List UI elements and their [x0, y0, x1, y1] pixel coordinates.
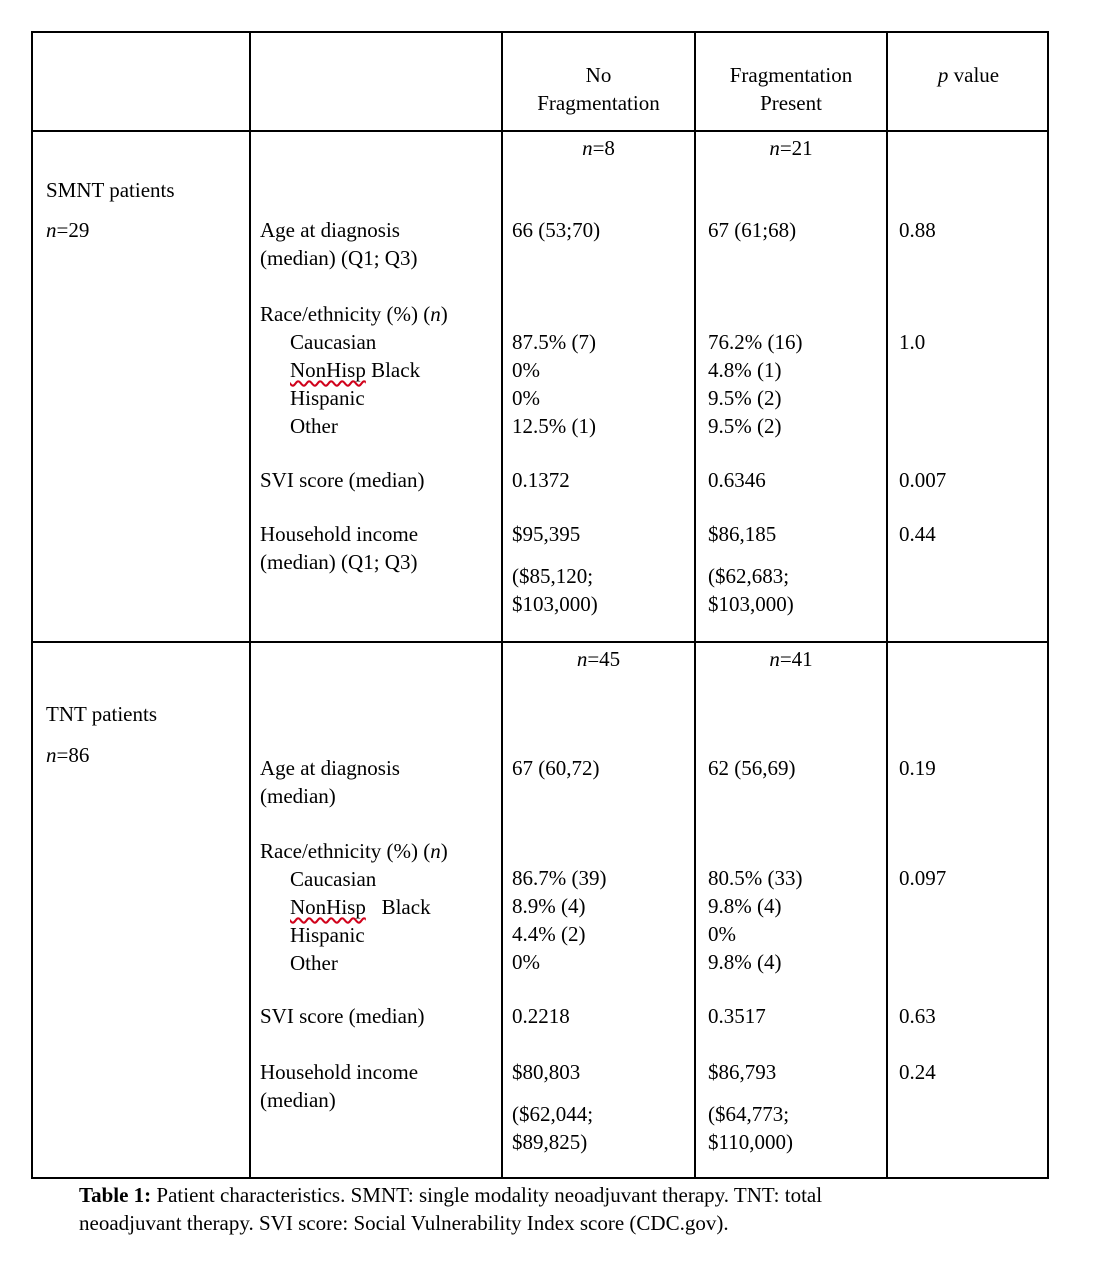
tnt-age-p: 0.19: [899, 756, 936, 780]
smnt-age-frag: 67 (61;68): [708, 218, 797, 242]
tnt-age-no-frag: 67 (60,72): [512, 756, 600, 780]
tnt-race-frag: 80.5% (33) 9.8% (4) 0% 9.8% (4): [708, 866, 803, 974]
tnt-income-p: 0.24: [899, 1060, 936, 1084]
smnt-race-p: 1.0: [899, 330, 926, 354]
smnt-income-p: 0.44: [899, 522, 936, 546]
smnt-race-no-frag: 87.5% (7) 0% 0% 12.5% (1): [512, 330, 596, 438]
row-divider: [33, 641, 1047, 643]
smnt-age-p: 0.88: [899, 218, 936, 242]
patient-characteristics-table: [31, 31, 1049, 1179]
tnt-svi-p: 0.63: [899, 1004, 936, 1028]
column-divider: [694, 33, 696, 1177]
smnt-group-label: SMNT patients: [46, 178, 175, 202]
tnt-n-no-fragmentation: n=45: [576, 647, 621, 671]
tnt-race-p: 0.097: [899, 866, 947, 890]
smnt-n-no-fragmentation: n=8: [582, 136, 615, 160]
smnt-svi-no-frag: 0.1372: [512, 468, 570, 492]
tnt-svi-no-frag: 0.2218: [512, 1004, 570, 1028]
smnt-race-label: Race/ethnicity (%) (n) Caucasian NonHisp Black Hispanic Other: [260, 302, 448, 438]
header-no-fragmentation: No Fragmentation: [537, 63, 660, 115]
column-divider: [501, 33, 503, 1177]
column-divider: [886, 33, 888, 1177]
smnt-svi-frag: 0.6346: [708, 468, 766, 492]
tnt-race-label: Race/ethnicity (%) (n) Caucasian NonHisp Black Hispanic Other: [260, 839, 448, 975]
smnt-n-fragmentation: n=21: [769, 136, 813, 160]
tnt-income-frag: $86,793: [708, 1060, 777, 1084]
row-divider: [33, 130, 1047, 132]
smnt-svi-label: SVI score (median): [260, 468, 425, 492]
tnt-income-no-frag: $80,803: [512, 1060, 581, 1084]
header-p-value: p value: [937, 63, 1000, 87]
tnt-income-no-frag-range: ($62,044; $89,825): [512, 1102, 594, 1154]
smnt-n-total: n=29: [46, 218, 90, 242]
tnt-income-label: Household income (median): [260, 1060, 419, 1112]
header-fragmentation-present: Fragmentation Present: [729, 63, 853, 115]
smnt-income-frag-range: ($62,683; $103,000): [708, 564, 794, 616]
tnt-n-fragmentation: n=41: [769, 647, 813, 671]
tnt-age-frag: 62 (56,69): [708, 756, 796, 780]
smnt-race-frag: 76.2% (16) 4.8% (1) 9.5% (2) 9.5% (2): [708, 330, 803, 438]
smnt-age-label: Age at diagnosis (median) (Q1; Q3): [260, 218, 418, 270]
smnt-income-no-frag-range: ($85,120; $103,000): [512, 564, 598, 616]
tnt-n-total: n=86: [46, 743, 90, 767]
smnt-age-no-frag: 66 (53;70): [512, 218, 601, 242]
tnt-group-label: TNT patients: [46, 702, 158, 726]
tnt-race-no-frag: 86.7% (39) 8.9% (4) 4.4% (2) 0%: [512, 866, 607, 974]
tnt-age-label: Age at diagnosis (median): [260, 756, 400, 808]
smnt-income-no-frag: $95,395: [512, 522, 581, 546]
table-caption: Table 1: Patient characteristics. SMNT: single modality neoadjuvant therapy. TNT: total neoadjuvant therapy. SVI score: Social Vulnerability Index score (CDC.gov).: [79, 1183, 823, 1235]
tnt-svi-frag: 0.3517: [708, 1004, 766, 1028]
smnt-income-label: Household income (median) (Q1; Q3): [260, 522, 419, 574]
tnt-svi-label: SVI score (median): [260, 1004, 425, 1028]
column-divider: [249, 33, 251, 1177]
smnt-income-frag: $86,185: [708, 522, 777, 546]
tnt-income-frag-range: ($64,773; $110,000): [708, 1102, 793, 1154]
smnt-svi-p: 0.007: [899, 468, 947, 492]
